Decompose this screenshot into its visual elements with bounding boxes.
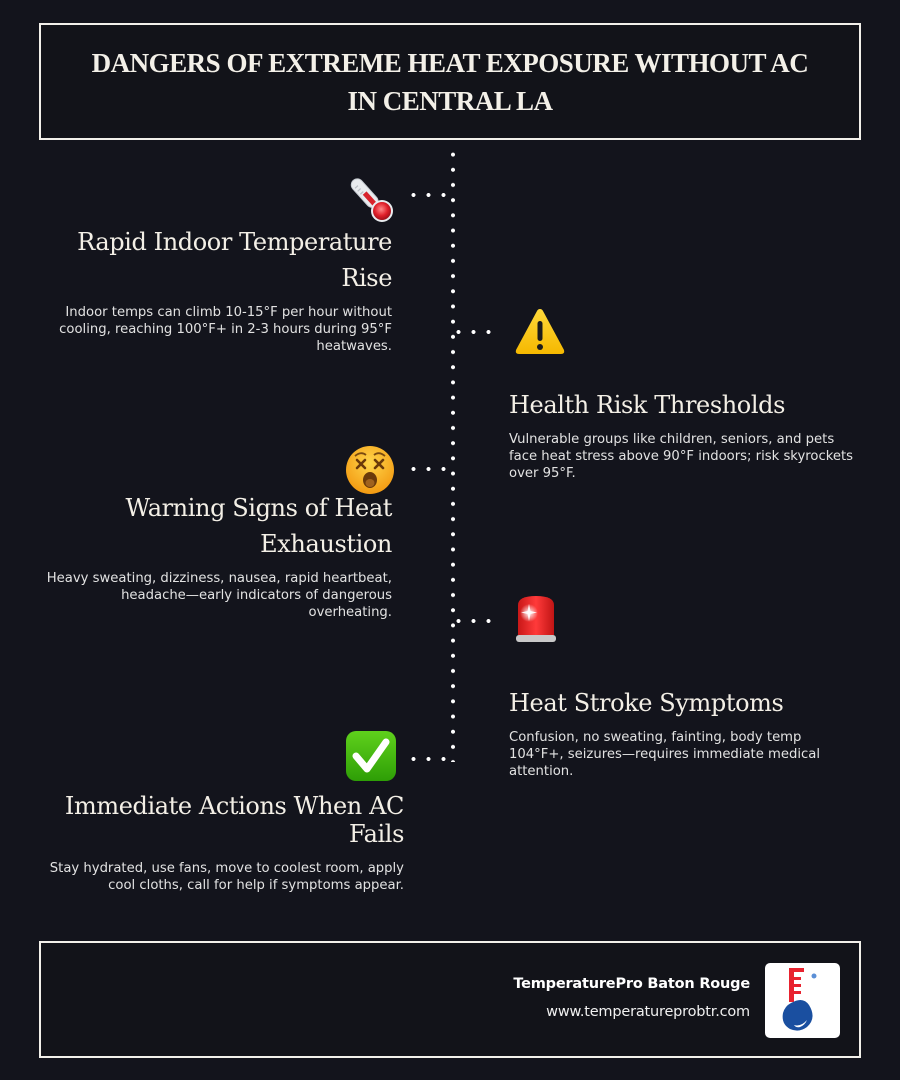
section-rapid-temperature-rise — [45, 224, 392, 355]
thermometer-icon — [344, 173, 396, 225]
section-body: Vulnerable groups like children, seniors, and pets face heat stress above 90°F indoors; risk skyrockets over 95°F. — [509, 432, 854, 481]
temperaturepro-logo-icon — [765, 963, 840, 1038]
connector-1 — [406, 193, 454, 197]
section-title: Warning Signs of Heat Exhaustion — [125, 494, 392, 558]
timeline-dotted-line — [451, 147, 455, 762]
section-body: Heavy sweating, dizziness, nausea, rapid heartbeat, headache—early indicators of dangerous overheating. — [46, 571, 392, 620]
check-mark-icon — [345, 730, 397, 782]
header-banner — [39, 23, 861, 140]
connector-3 — [406, 467, 454, 471]
footer-banner — [39, 941, 861, 1058]
warning-icon — [514, 305, 566, 357]
section-title: Health Risk Thresholds — [509, 391, 786, 419]
section-body: Indoor temps can climb 10-15°F per hour without cooling, reaching 100°F+ in 2-3 hours during 95°F heatwaves. — [59, 305, 392, 354]
section-immediate-actions — [36, 792, 404, 894]
connector-5 — [406, 757, 454, 761]
siren-icon — [510, 593, 562, 645]
page-title: DANGERS OF EXTREME HEAT EXPOSURE WITHOUT AC IN CENTRAL LA — [91, 47, 809, 116]
section-title: Rapid Indoor Temperature Rise — [77, 228, 392, 292]
connector-2 — [451, 330, 499, 334]
section-heat-exhaustion-signs — [40, 490, 392, 621]
brand-url-link[interactable]: www.temperatureprobtr.com — [546, 1004, 750, 1020]
dizzy-face-icon — [344, 444, 396, 496]
section-heat-stroke-symptoms — [509, 685, 859, 780]
brand-name: TemperaturePro Baton Rouge — [513, 976, 750, 992]
section-body: Confusion, no sweating, fainting, body temp 104°F+, seizures—requires immediate medical attention. — [509, 730, 821, 779]
connector-4 — [451, 619, 499, 623]
section-body: Stay hydrated, use fans, move to coolest room, apply cool cloths, call for help if symptoms appear. — [49, 861, 404, 893]
section-health-risk-thresholds — [509, 387, 859, 482]
section-title: Heat Stroke Symptoms — [509, 689, 784, 717]
section-title: Immediate Actions When AC Fails — [64, 792, 404, 848]
